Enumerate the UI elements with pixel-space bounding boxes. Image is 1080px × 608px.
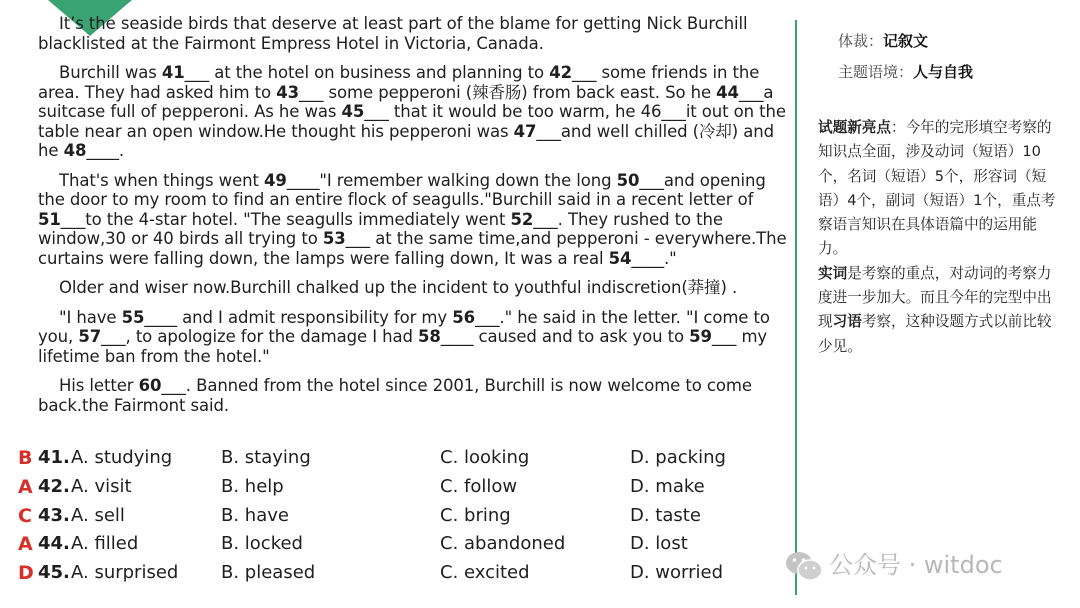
answer-key: A (18, 533, 33, 556)
passage-bold: 56 (452, 307, 475, 327)
passage-bold: 44 (716, 82, 739, 102)
passage-paragraph (38, 14, 790, 53)
passage-text: ___." he said in the letter. "I come to you, (38, 307, 770, 346)
note-bold: 试题新亮点 (818, 119, 891, 136)
watermark-text: 公众号 · witdoc (829, 551, 1003, 579)
passage-bold: 48 (63, 141, 87, 160)
passage-text: ___and opening the door to my room to find an entire flock of seagulls."Burchill said in a recent letter of (38, 170, 766, 209)
options-list (18, 444, 788, 588)
passage-paragraph (38, 308, 790, 367)
passage-text: ____ caused and to ask you to (440, 327, 690, 346)
option-d: D. lost (630, 533, 688, 555)
passage-text: ___a suitcase full of pepperoni. As he was (38, 82, 774, 121)
note-text: 是考察的重点，对动词的考察力度进一步加大。而且今年的完型中出现 (818, 264, 1052, 331)
theme-value: 人与自我 (913, 63, 974, 81)
passage-bold: 59 (689, 327, 712, 346)
genre-value: 记叙文 (883, 32, 929, 50)
passage-bold: 54 (608, 248, 632, 268)
cloze-passage (38, 14, 790, 425)
option-c: C. excited (440, 562, 530, 584)
theme-label: 主题语境： (838, 63, 914, 81)
question-number: 42. (38, 475, 70, 497)
option-b: B. help (221, 475, 284, 497)
wechat-icon (785, 550, 823, 582)
option-b: B. have (221, 504, 289, 526)
passage-bold: 45 (341, 102, 365, 121)
divider-line (795, 20, 797, 595)
question-number: 41. (38, 447, 70, 468)
note-bold: 习语 (832, 313, 862, 331)
passage-text: ___ at the same time,and pepperoni - everywhere.The curtains were falling down, the lamps were falling down, It was a real (38, 229, 787, 268)
passage-text: ___. They rushed to the window,30 or 40 birds all trying to (38, 209, 723, 248)
genre-label: 体裁： (838, 32, 884, 50)
answer-key: A (18, 475, 33, 498)
option-d: D. make (630, 475, 705, 497)
passage-bold: 57 (78, 327, 102, 346)
option-row (18, 502, 788, 531)
option-a: A. surprised (71, 562, 179, 584)
passage-text: ___to the 4-star hotel. "The seagulls immediately went (60, 209, 511, 229)
option-c: C. abandoned (440, 533, 566, 555)
passage-bold: 41 (161, 63, 185, 82)
passage-text: Older and wiser now.Burchill chalked up the incident to youthful indiscretion(莽撞) . (59, 278, 738, 297)
option-row (18, 530, 788, 559)
passage-bold: 55 (121, 307, 145, 327)
passage-bold: 53 (322, 229, 346, 248)
passage-text: "I have (59, 307, 122, 327)
option-b: B. locked (221, 533, 303, 555)
option-d: D. taste (630, 504, 701, 526)
passage-text: ___ that it would be too warm, he 46___it out on the table near an open window.He thought his pepperoni was (38, 102, 786, 141)
passage-bold: 47 (513, 121, 537, 141)
watermark (785, 547, 1003, 583)
passage-paragraph (38, 63, 790, 161)
passage-bold: 42 (549, 63, 572, 82)
note-text: 考察，这种设题方式以前比较少见。 (818, 313, 1052, 355)
passage-bold: 49 (264, 170, 287, 190)
analysis-note (818, 116, 1058, 359)
note-text: ：今年的完形填空考察的知识点全面，涉及动词（短语）10个，名词（短语）5个，形容词（短语）4个，副词（短语）1个，重点考察语言知识在具体语篇中的运用能力。 (818, 119, 1056, 258)
passage-bold: 51 (38, 209, 61, 229)
answer-key: C (18, 504, 32, 527)
passage-text: ___ some friends in the area. They had asked him to (38, 63, 760, 102)
question-number: 43. (38, 504, 70, 526)
option-b: B. pleased (221, 562, 316, 584)
passage-text: ___ at the hotel on business and planning to (184, 63, 550, 82)
option-d: D. worried (630, 562, 724, 584)
passage-text: ___ my lifetime ban from the hotel." (38, 327, 768, 366)
answer-key: D (18, 562, 34, 585)
passage-text: His letter (59, 376, 139, 395)
option-c: C. bring (440, 504, 511, 526)
question-number: 44. (38, 533, 70, 555)
passage-text: ____"I remember walking down the long (286, 170, 617, 190)
passage-text: ___. Banned from the hotel since 2001, Burchill is now welcome to come back.the Fairmont said. (38, 376, 752, 415)
option-a: A. filled (71, 533, 139, 555)
passage-text: ____. (86, 141, 125, 160)
passage-text: ___and well chilled (冷却) and he (38, 121, 775, 160)
option-d: D. packing (630, 447, 726, 468)
option-row (18, 473, 788, 502)
passage-text: It’s the seaside birds that deserve at least part of the blame for getting Nick Burchill blacklisted at the Fairmont Empress Hotel in Victoria, Canada. (38, 14, 748, 53)
theme-row (838, 61, 973, 82)
option-c: C. looking (440, 447, 530, 468)
option-a: A. visit (71, 475, 132, 497)
note-bold: 实词 (818, 264, 848, 282)
passage-bold: 58 (418, 327, 441, 346)
passage-bold: 60 (138, 376, 162, 395)
passage-paragraph (38, 376, 790, 415)
option-a: A. studying (71, 447, 173, 468)
option-c: C. follow (440, 475, 518, 497)
passage-paragraph (38, 171, 790, 269)
note-paragraph-highlight (818, 116, 1058, 262)
option-a: A. sell (71, 504, 125, 526)
answer-key: B (18, 447, 33, 469)
passage-text: ____ and I admit responsibility for my (144, 307, 453, 327)
passage-paragraph (38, 278, 790, 298)
passage-bold: 43 (276, 82, 299, 102)
passage-text: ___, to apologize for the damage I had (101, 327, 418, 346)
note-paragraph-content-words (818, 262, 1058, 359)
passage-text: ___ some pepperoni (辣香肠) from back east. So he (298, 82, 717, 102)
question-number: 45. (38, 562, 70, 584)
option-b: B. staying (221, 447, 311, 468)
passage-text: That's when things went (59, 170, 265, 190)
passage-text: ____." (631, 248, 677, 268)
option-row (18, 444, 788, 473)
passage-text: Burchill was (59, 63, 162, 82)
option-row (18, 559, 788, 588)
passage-bold: 50 (616, 170, 640, 190)
genre-row (838, 30, 928, 51)
passage-bold: 52 (510, 209, 534, 229)
